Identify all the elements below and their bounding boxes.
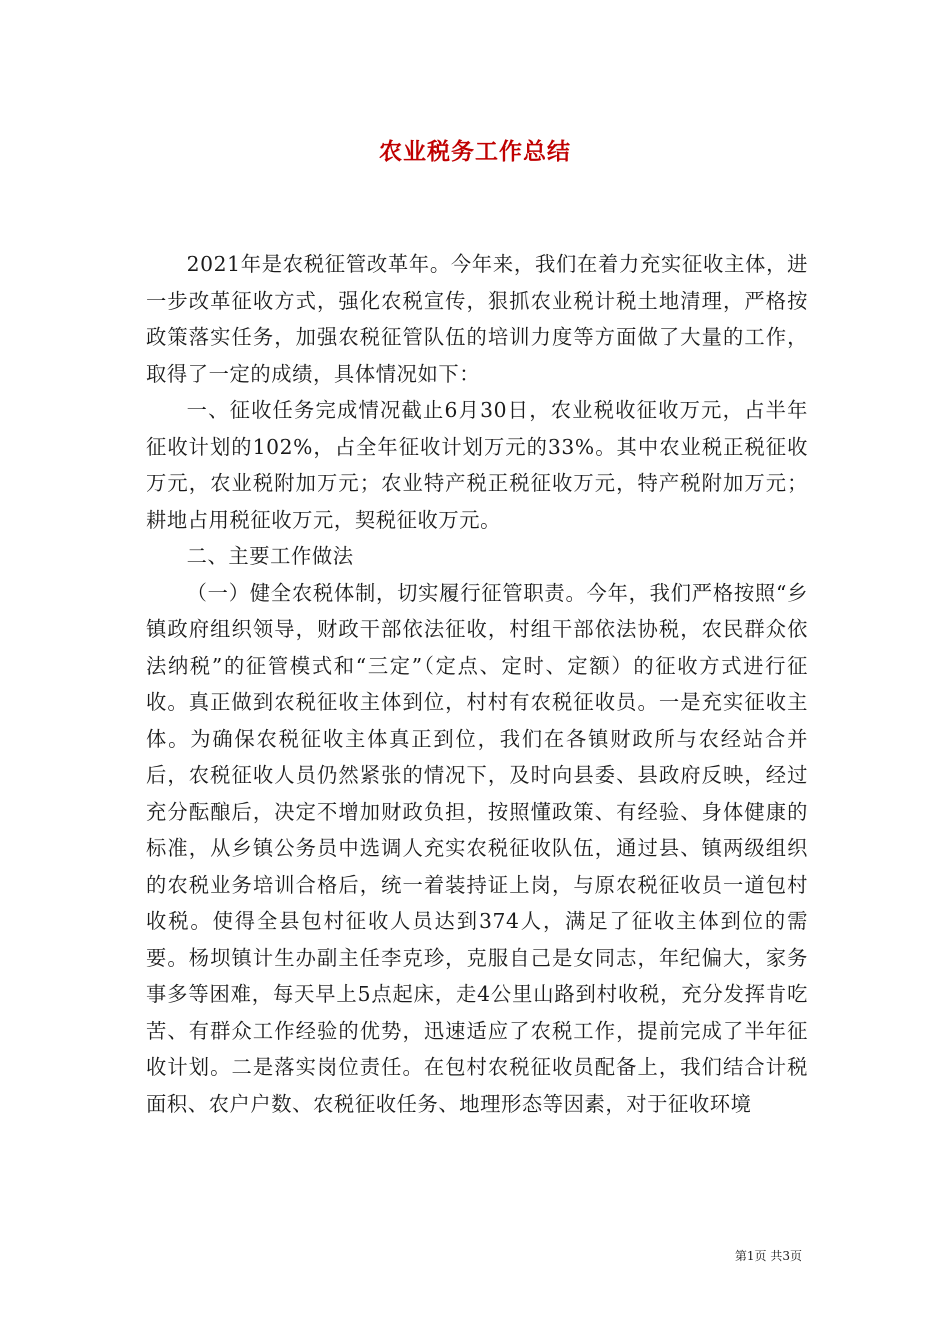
paragraph-intro: 2021年是农税征管改革年。今年来，我们在着力充实征收主体，进一步改革征收方式，强化农税宣传，狠抓农业税计税土地清理，严格按政策落实任务，加强农税征管队伍的培训力度等方面做了大量的工作，取得了一定的成绩，具体情况如下： xyxy=(146,252,808,386)
page-title: 农业税务工作总结 xyxy=(379,139,571,165)
paragraph-section-1: 一、征收任务完成情况截止6月30日，农业税收征收万元，占半年征收计划的102%，占全年征收计划万元的33%。其中农业税正税征收万元，农业税附加万元；农业特产税正税征收万元，特产税附加万元；耕地占用税征收万元，契税征收万元。 xyxy=(146,398,808,532)
paragraph-section-2-heading: 二、主要工作做法 xyxy=(186,544,354,568)
document-body xyxy=(146,246,808,1122)
paragraph-subsection-1: （一）健全农税体制，切实履行征管职责。今年，我们严格按照“乡镇政府组织领导，财政干部依法征收，村组干部依法协税，农民群众依法纳税”的征管模式和“三定”（定点、定时、定额）的征收方式进行征收。真正做到农税征收主体到位，村村有农税征收员。一是充实征收主体。为确保农税征收主体真正到位，我们在各镇财政所与农经站合并后，农税征收人员仍然紧张的情况下，及时向县委、县政府反映，经过充分酝酿后，决定不增加财政负担，按照懂政策、有经验、身体健康的标准，从乡镇公务员中选调人充实农税征收队伍，通过县、镇两级组织的农税业务培训合格后，统一着装持证上岗，与原农税征收员一道包村收税。使得全县包村征收人员达到374人，满足了征收主体到位的需要。杨坝镇计生办副主任李克珍，克服自己是女同志，年纪偏大，家务事多等困难，每天早上5点起床，走4公里山路到村收税，充分发挥肯吃苦、有群众工作经验的优势，迅速适应了农税工作，提前完成了半年征收计划。二是落实岗位责任。在包村农税征收员配备上，我们结合计税面积、农户户数、农税征收任务、地理形态等因素，对于征收环境 xyxy=(146,580,808,1116)
page-number-footer: 第1页 共3页 xyxy=(734,1249,802,1263)
